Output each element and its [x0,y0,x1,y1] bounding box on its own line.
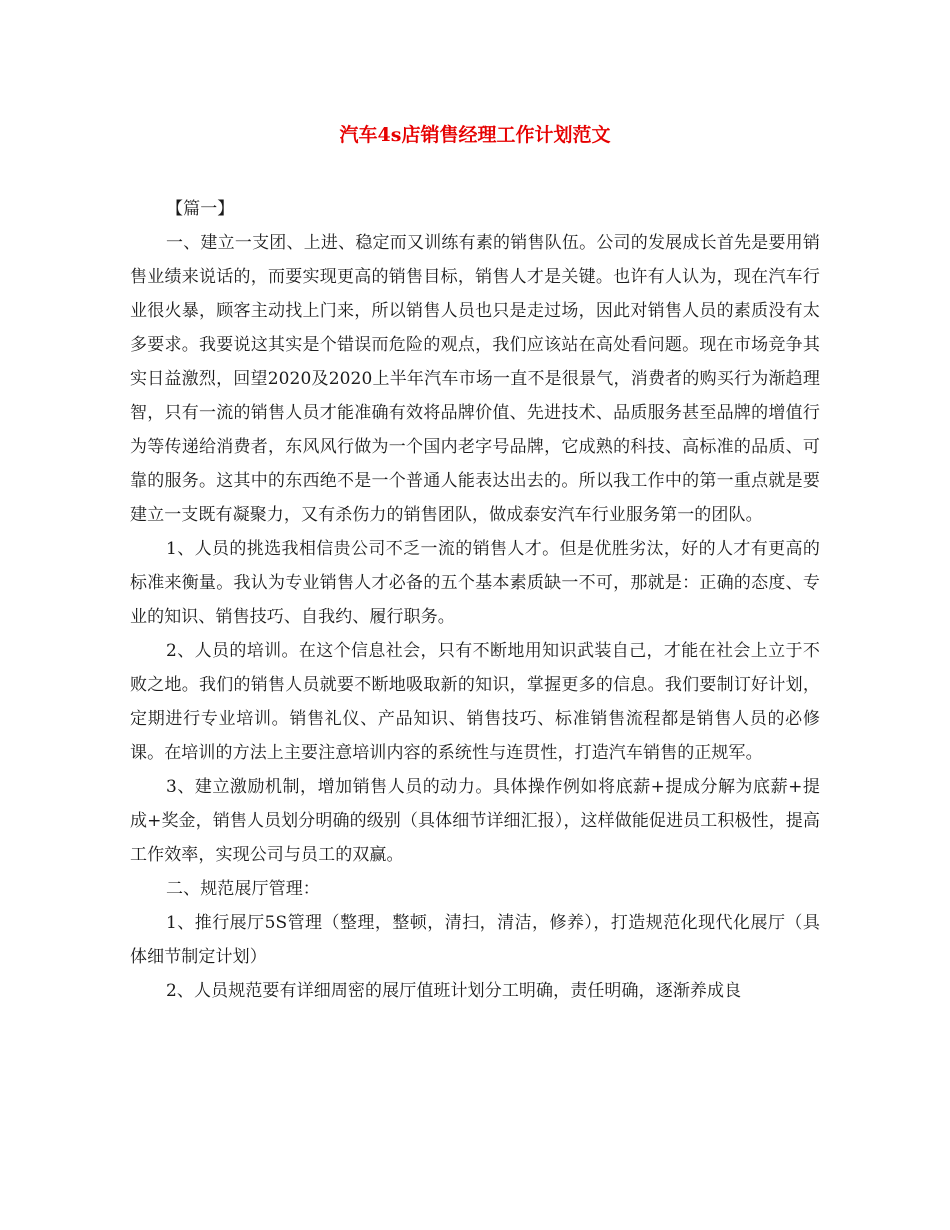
paragraph-team-building: 一、建立一支团、上进、稳定而又训练有素的销售队伍。公司的发展成长首先是要用销售业绩来说话的，而要实现更高的销售目标，销售人才是关键。也许有人认为，现在汽车行业很火暴，顾客主动找上门来，所以销售人员也只是走过场，因此对销售人员的素质没有太多要求。我要说这其实是个错误而危险的观点，我们应该站在高处看问题。现在市场竞争其实日益激烈，回望2020及2020上半年汽车市场一直不是很景气，消费者的购买行为渐趋理智，只有一流的销售人员才能准确有效将品牌价值、先进技术、品质服务甚至品牌的增值行为等传递给消费者，东风风行做为一个国内老字号品牌，它成熟的科技、高标准的品质、可靠的服务。这其中的东西绝不是一个普通人能表达出去的。所以我工作中的第一重点就是要建立一支既有凝聚力，又有杀伤力的销售团队，做成泰安汽车行业服务第一的团队。 [130,233,820,525]
paragraph-incentive-mechanism: 3、建立激励机制，增加销售人员的动力。具体操作例如将底薪+提成分解为底薪+提成+奖金，销售人员划分明确的级别（具体细节详细汇报），这样做能促进员工积极性，提高工作效率，实现公司与员工的双赢。 [130,777,820,865]
paragraph-staff-selection: 1、人员的挑选我相信贵公司不乏一流的销售人才。但是优胜劣汰，好的人才有更高的标准来衡量。我认为专业销售人才必备的五个基本素质缺一不可，那就是：正确的态度、专业的知识、销售技巧、自我约、履行职务。 [130,539,820,627]
paragraph-staff-standards: 2、人员规范要有详细周密的展厅值班计划分工明确，责任明确，逐渐养成良 [166,981,742,1001]
document-title: 汽车4s店销售经理工作计划范文 [339,124,611,146]
document-body [130,192,820,1008]
section-heading-part-one: 【篇一】 [166,199,235,219]
paragraph-showroom-heading: 二、规范展厅管理： [166,879,320,899]
paragraph-showroom-5s: 1、推行展厅5S管理（整理，整顿，清扫，清洁，修养），打造规范化现代化展厅（具体细节制定计划） [130,913,820,967]
paragraph-staff-training: 2、人员的培训。在这个信息社会，只有不断地用知识武装自己，才能在社会上立于不败之地。我们的销售人员就要不断地吸取新的知识，掌握更多的信息。我们要制订好计划，定期进行专业培训。销售礼仪、产品知识、销售技巧、标准销售流程都是销售人员的必修课。在培训的方法上主要注意培训内容的系统性与连贯性，打造汽车销售的正规军。 [130,641,820,763]
